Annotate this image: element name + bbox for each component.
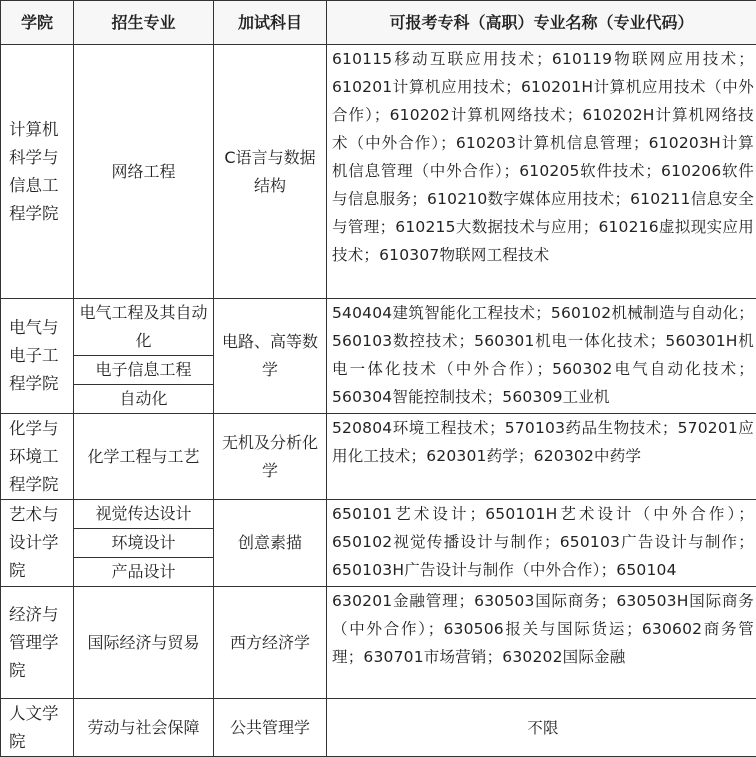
major-cell: 电子信息工程 <box>74 356 214 385</box>
header-subject: 加试科目 <box>214 1 327 45</box>
codes-cell: 520804环境工程技术；570103药品生物技术；570201应用化工技术；620301药学；620302中药学 <box>327 414 756 500</box>
college-cell: 经济与管理学院 <box>1 587 74 699</box>
major-cell: 化学工程与工艺 <box>74 414 214 500</box>
header-row <box>1 1 756 45</box>
college-cell: 艺术与设计学院 <box>1 500 74 587</box>
major-cell: 国际经济与贸易 <box>74 587 214 699</box>
major-cell: 环境设计 <box>74 529 214 558</box>
major-cell: 产品设计 <box>74 558 214 587</box>
codes-cell: 不限 <box>327 699 756 757</box>
college-cell: 人文学院 <box>1 699 74 757</box>
header-major: 招生专业 <box>74 1 214 45</box>
major-cell: 自动化 <box>74 385 214 414</box>
table-row <box>1 45 756 299</box>
header-codes: 可报考专科（高职）专业名称（专业代码） <box>327 1 756 45</box>
subject-cell: 公共管理学 <box>214 699 327 757</box>
major-cell: 劳动与社会保障 <box>74 699 214 757</box>
subject-cell: C语言与数据结构 <box>214 45 327 299</box>
college-cell: 化学与环境工程学院 <box>1 414 74 500</box>
college-cell: 电气与电子工程学院 <box>1 299 74 414</box>
codes-cell: 610115移动互联应用技术；610119物联网应用技术；610201计算机应用技术；610201H计算机应用技术（中外合作）；610202计算机网络技术；610202H计算机网络技术（中外合作）；610203计算机信息管理；610203H计算机信息管理（中外合作）；610205软件技术；610206软件与信息服务；610210数字媒体应用技术；610211信息安全与管理；610215大数据技术与应用；610216虚拟现实应用技术；610307物联网工程技术 <box>327 45 756 299</box>
major-cell: 视觉传达设计 <box>74 500 214 529</box>
college-cell: 计算机科学与信息工程学院 <box>1 45 74 299</box>
table-row <box>1 414 756 500</box>
subject-cell: 电路、高等数学 <box>214 299 327 414</box>
codes-cell: 540404建筑智能化工程技术；560102机械制造与自动化；560103数控技术；560301机电一体化技术；560301H机电一体化技术（中外合作）；560302电气自动化技术；560304智能控制技术；560309工业机 <box>327 299 756 414</box>
major-cell: 电气工程及其自动化 <box>74 299 214 356</box>
codes-cell: 650101艺术设计；650101H艺术设计（中外合作）；650102视觉传播设计与制作；650103广告设计与制作；650103H广告设计与制作（中外合作）；650104 <box>327 500 756 587</box>
header-college: 学院 <box>1 1 74 45</box>
table-row <box>1 500 756 529</box>
subject-cell: 西方经济学 <box>214 587 327 699</box>
major-cell: 网络工程 <box>74 45 214 299</box>
table-row <box>1 299 756 356</box>
subject-cell: 无机及分析化学 <box>214 414 327 500</box>
subject-cell: 创意素描 <box>214 500 327 587</box>
codes-cell: 630201金融管理；630503国际商务；630503H国际商务（中外合作）；630506报关与国际货运；630602商务管理；630701市场营销；630202国际金融 <box>327 587 756 699</box>
table-row <box>1 587 756 699</box>
table-row <box>1 699 756 757</box>
